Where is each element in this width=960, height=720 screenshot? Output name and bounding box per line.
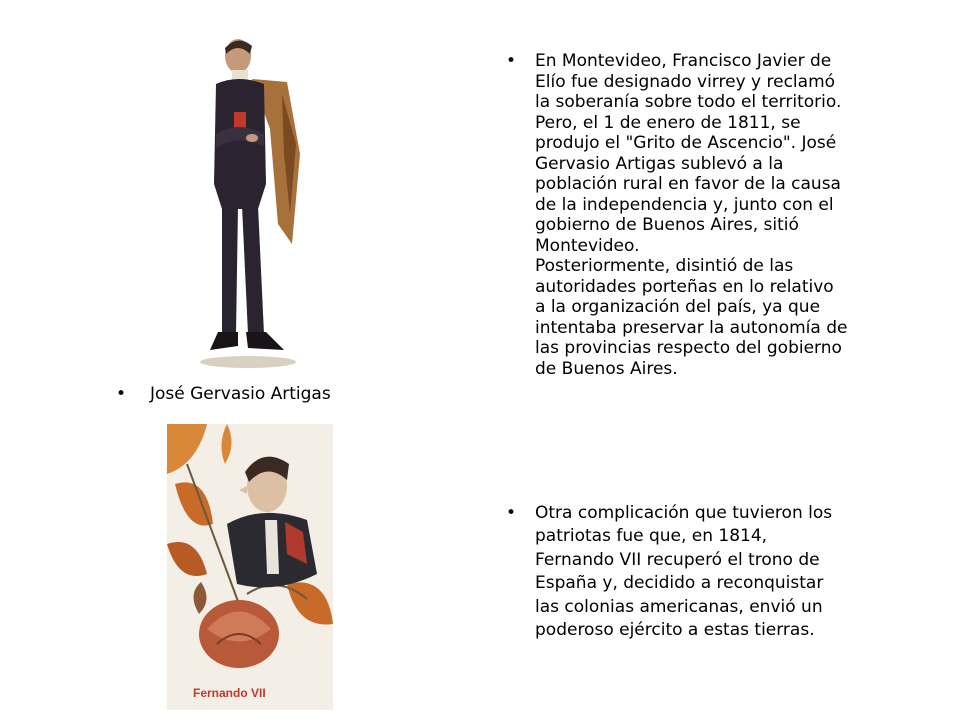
- bullet: •: [116, 384, 127, 404]
- bullet: •: [506, 503, 517, 523]
- artigas-portrait: [192, 34, 312, 374]
- fernando-illustration: [167, 424, 333, 710]
- text-line: patriotas fue que, en 1814,: [535, 526, 768, 547]
- text-line: la soberanía sobre todo el territorio.: [535, 92, 842, 112]
- paragraph-2-text: [535, 502, 882, 642]
- text-line: las colonias americanas, envió un: [535, 596, 823, 617]
- text-line: intentaba preservar la autonomía de: [535, 317, 848, 338]
- text-line: autoridades porteñas en lo relativo: [535, 276, 834, 297]
- bullet: •: [506, 51, 517, 71]
- text-line: produjo el "Grito de Ascencio". José: [535, 133, 837, 153]
- fernando-portrait: [167, 424, 333, 710]
- text-line: Gervasio Artigas sublevó a la: [535, 153, 784, 174]
- text-line: población rural en favor de la causa: [535, 174, 841, 194]
- text-line: de Buenos Aires.: [535, 358, 678, 379]
- artigas-caption-text: José Gervasio Artigas: [150, 384, 331, 404]
- text-line: Otra complicación que tuvieron los: [535, 503, 833, 523]
- text-line: poderoso ejército a estas tierras.: [535, 620, 815, 641]
- text-line: gobierno de Buenos Aires, sitió: [535, 215, 799, 235]
- text-line: a la organización del país, ya que: [535, 297, 821, 317]
- text-line: Posteriormente, disintió de las: [535, 256, 794, 276]
- fernando-label: Fernando VII: [193, 686, 266, 700]
- paragraph-1-text: [535, 51, 882, 379]
- text-line: Elío fue designado virrey y reclamó: [535, 71, 836, 92]
- text-line: En Montevideo, Francisco Javier de: [535, 51, 832, 71]
- text-line: Pero, el 1 de enero de 1811, se: [535, 112, 801, 133]
- text-line: Montevideo.: [535, 235, 640, 256]
- text-line: Fernando VII recuperó el trono de: [535, 549, 820, 570]
- text-line: España y, decidido a reconquistar: [535, 573, 824, 594]
- artigas-caption: [116, 382, 331, 406]
- text-line: de la independencia y, junto con el: [535, 194, 834, 215]
- paragraph-1: [506, 51, 882, 379]
- paragraph-2: [506, 502, 882, 642]
- text-line: las provincias respecto del gobierno: [535, 338, 842, 358]
